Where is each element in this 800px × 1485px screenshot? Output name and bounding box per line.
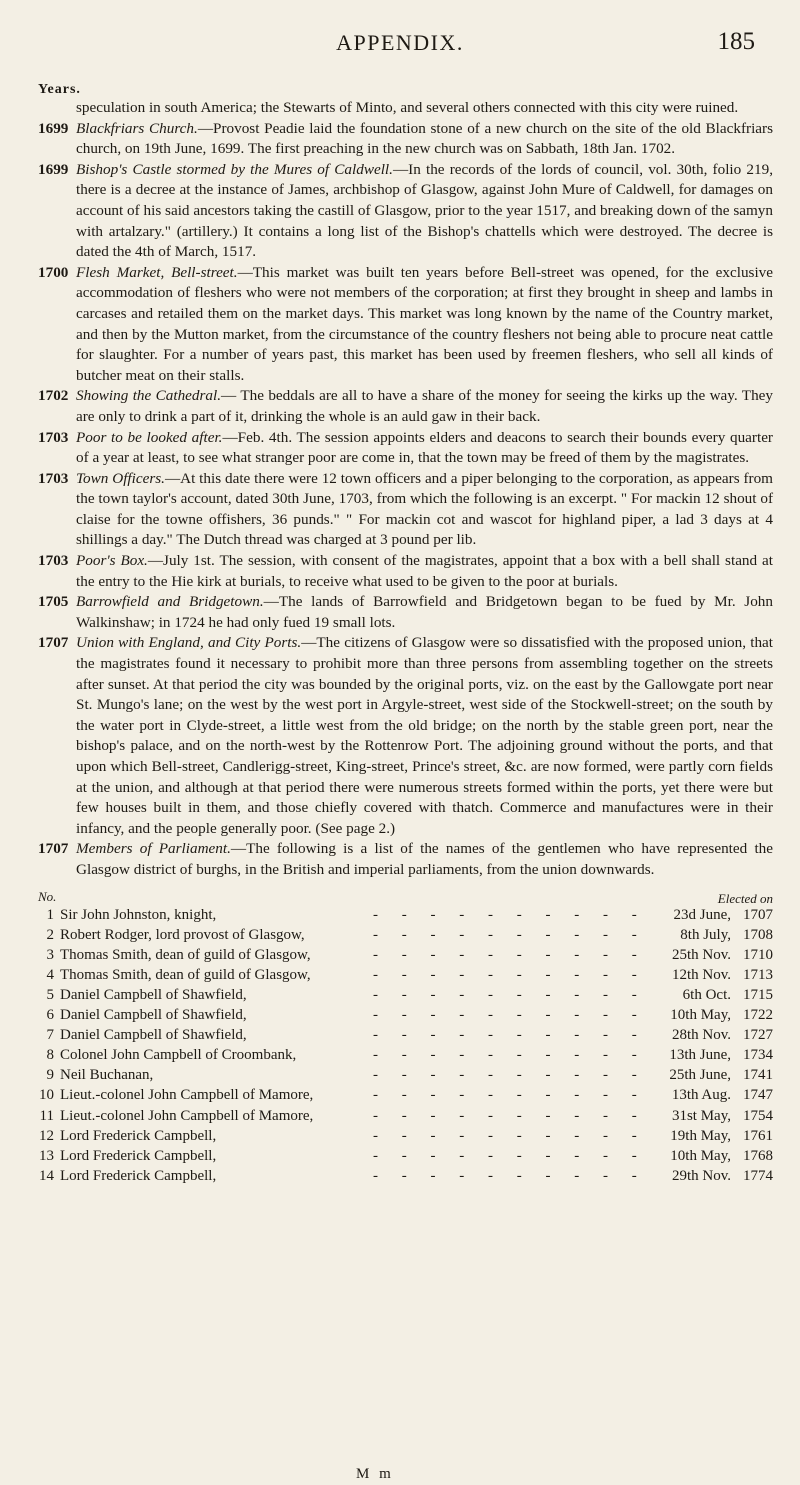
entry-text: —The citizens of Glasgow were so dissatisfied with the proposed union, that the magistrates found it necessary to prohibit more than three persons from assembling together on the streets after sunset. At that period the city was bounded by the original ports, viz. on the east by the Gallowgate port near St. Mungo's lane; on the west by the west port in Argyle-street, west side of the Stockwell-street; on the south by the water port in Clyde-street, a little west from the old bridge; on the north by the stable green port, near the bishop's palace, and on the north-west by the Rottenrow Port. The adjoining ground without the ports, and that upon which Bell-street, Candlerigg-street, King-street, Prince's street, &c. are now formed, were partly corn fields at the union, and although at that period there were numerous streets formed within the ports, yet there were but few houses built in them, and those chiefly covered with thatch. Commerce and manufactures were in their infancy, and the people generally poor. (See page 2.) <box>76 634 773 837</box>
member-name: Daniel Campbell of Shawfield, <box>60 1007 247 1024</box>
election-year: 1734 <box>743 1047 773 1064</box>
election-year: 1707 <box>743 906 773 923</box>
dot-leader: - - - - - - - - - - <box>373 1067 647 1084</box>
entry-title: Bishop's Castle stormed by the Mures of Caldwell. <box>76 160 393 178</box>
member-number: 14 <box>39 1167 54 1184</box>
member-name: Lord Frederick Campbell, <box>60 1167 217 1184</box>
member-number: 8 <box>46 1047 54 1064</box>
member-row <box>38 1045 773 1065</box>
chronology-entry <box>38 592 773 633</box>
dot-leader: - - - - - - - - - - <box>373 1147 647 1164</box>
entry-text: —The lands of Barrowfield and Bridgetown began to be fued by Mr. John Walkinshaw; in 1724 he had only fued 19 small lots. <box>76 593 773 631</box>
member-number: 10 <box>39 1087 54 1104</box>
entry-title: Town Officers. <box>76 469 165 487</box>
election-year: 1710 <box>743 946 773 963</box>
member-name: Daniel Campbell of Shawfield, <box>60 986 247 1003</box>
member-name: Sir John Johnston, knight, <box>60 906 217 923</box>
election-year: 1713 <box>743 966 773 983</box>
member-row <box>38 1106 773 1126</box>
entries-list <box>38 98 773 881</box>
member-number: 12 <box>39 1127 54 1144</box>
entry-text: —July 1st. The session, with consent of the magistrates, appoint that a box with a bell shall stand at the entry to the Hie kirk at burials, to receive what used to be given to the poor at burials. <box>76 552 773 590</box>
member-number: 3 <box>46 946 54 963</box>
member-row <box>38 965 773 985</box>
election-date: 12th Nov. <box>671 966 731 983</box>
chronology-entry <box>38 119 773 160</box>
member-row <box>38 1005 773 1025</box>
dot-leader: - - - - - - - - - - <box>373 946 647 963</box>
election-date: 8th July, <box>680 926 731 943</box>
member-rows <box>38 905 773 1186</box>
chronology-entry <box>38 551 773 592</box>
election-date: 29th Nov. <box>671 1167 731 1184</box>
chronology-entry <box>38 263 773 387</box>
member-row <box>38 905 773 925</box>
dot-leader: - - - - - - - - - - <box>373 1007 647 1024</box>
entry-year: 1707 <box>38 840 69 858</box>
entry-title: Poor to be looked after. <box>76 428 223 446</box>
page-number: 185 <box>717 28 755 55</box>
election-date: 19th May, <box>670 1127 731 1144</box>
entry-text: —In the records of the lords of council, vol. 30th, folio 219, there is a decree at the instance of James, archbishop of Glasgow, against John Mure of Caldwell, for damages on account of his said ancestors taking the castill of Glasgow, prior to the year 1517, and breaking down of the samyn with artalzary." (artillery.) It contains a long list of the Bishop's chattells which were destroyed. The decree is dated the 4th of March, 1517. <box>76 160 774 261</box>
years-column-label: Years. <box>38 82 81 97</box>
entry-year: 1703 <box>38 552 69 570</box>
members-of-parliament-list <box>38 883 773 1186</box>
election-year: 1715 <box>743 986 773 1003</box>
member-number: 2 <box>46 926 54 943</box>
chronology-entry <box>38 386 773 427</box>
member-number: 7 <box>46 1027 54 1044</box>
dot-leader: - - - - - - - - - - <box>373 1047 647 1064</box>
member-row <box>38 1146 773 1166</box>
member-name: Neil Buchanan, <box>60 1067 154 1084</box>
member-number: 1 <box>46 906 54 923</box>
dot-leader: - - - - - - - - - - <box>373 966 647 983</box>
entry-text: — The beddals are all to have a share of the money for seeing the kirks up the way. They are only to drink a part of it, drinking the whole is an auld gaw in their back. <box>76 387 774 425</box>
dot-leader: - - - - - - - - - - <box>373 1127 647 1144</box>
election-year: 1761 <box>743 1127 773 1144</box>
chronology-entry <box>38 428 773 469</box>
member-number: 5 <box>46 986 54 1003</box>
member-name: Robert Rodger, lord provost of Glasgow, <box>60 926 305 943</box>
member-row <box>38 1126 773 1146</box>
election-date: 28th Nov. <box>671 1027 731 1044</box>
entry-text: —At this date there were 12 town officers and a piper belonging to the corporation, as appears from the town taylor's account, dated 30th June, 1703, from which the following is an excerpt. " For mackin 12 shout of claise for the towne offishers, 36 punds." " For mackin cot and wascot for highland piper, a lad 3 days at 4 shillings a day." The Dutch thread was charged at 3 pound per lib. <box>76 469 773 549</box>
member-number: 13 <box>39 1147 54 1164</box>
member-row <box>38 1065 773 1085</box>
members-list-header <box>38 883 773 905</box>
election-year: 1747 <box>743 1087 773 1104</box>
member-row <box>38 1166 773 1186</box>
election-date: 25th June, <box>669 1067 731 1084</box>
member-name: Thomas Smith, dean of guild of Glasgow, <box>60 966 311 983</box>
member-row <box>38 1025 773 1045</box>
election-year: 1727 <box>743 1027 773 1044</box>
member-number: 4 <box>46 966 54 983</box>
entry-year: 1699 <box>38 119 69 137</box>
chronology-entry <box>38 839 773 880</box>
election-date: 23d June, <box>673 906 731 923</box>
entry-title: Barrowfield and Bridgetown. <box>76 593 264 611</box>
member-row <box>38 1085 773 1105</box>
member-number: 9 <box>46 1067 54 1084</box>
entry-year: 1707 <box>38 634 69 652</box>
member-number: 11 <box>39 1107 54 1124</box>
election-year: 1774 <box>743 1167 773 1184</box>
entry-year: 1702 <box>38 387 69 405</box>
chronology-entry <box>38 633 773 839</box>
member-row <box>38 945 773 965</box>
entry-text: —The following is a list of the names of the gentlemen who have represented the Glasgow district of burghs, in the British and imperial parliaments, from the union downwards. <box>76 840 773 878</box>
member-row <box>38 985 773 1005</box>
election-year: 1754 <box>743 1107 773 1124</box>
election-date: 13th June, <box>669 1047 731 1064</box>
dot-leader: - - - - - - - - - - <box>373 1107 647 1124</box>
member-row <box>38 925 773 945</box>
entry-title: Members of Parliament. <box>76 840 231 858</box>
entry-title: Union with England, and City Ports. <box>76 634 302 652</box>
dot-leader: - - - - - - - - - - <box>373 1167 647 1184</box>
page-header <box>0 30 800 70</box>
member-name: Lord Frederick Campbell, <box>60 1147 217 1164</box>
election-year: 1741 <box>743 1067 773 1084</box>
member-name: Daniel Campbell of Shawfield, <box>60 1027 247 1044</box>
entry-text: —This market was built ten years before Bell-street was opened, for the exclusive accommodation of fleshers who were not members of the corporation; at first they brought in sheep and lambs in carcases and retailed them on the market days. This market was long known by the name of the Country market, and then by the Mutton market, from the circumstance of the country fleshers not being able to procure neat cattle for slaughter. For a number of years past, this market has been used by freemen fleshers, who sell all kinds of butcher meat on their stalls. <box>76 263 773 384</box>
election-date: 10th May, <box>670 1147 731 1164</box>
dot-leader: - - - - - - - - - - <box>373 1087 647 1104</box>
member-name: Lord Frederick Campbell, <box>60 1127 217 1144</box>
entry-year: 1705 <box>38 593 69 611</box>
chronology-entry <box>38 469 773 551</box>
signature-mark: M m <box>356 1466 394 1482</box>
dot-leader: - - - - - - - - - - <box>373 1027 647 1044</box>
chronology-entry <box>38 98 773 119</box>
member-name: Lieut.-colonel John Campbell of Mamore, <box>60 1107 314 1124</box>
entry-text: —Feb. 4th. The session appoints elders and deacons to search their bounds every quarter of a year at least, to see what stranger poor are come in, that the town may be freed of them by the magistrates. <box>76 428 773 467</box>
entry-year: 1703 <box>38 428 69 446</box>
dot-leader: - - - - - - - - - - <box>373 986 647 1003</box>
election-year: 1768 <box>743 1147 773 1164</box>
dot-leader: - - - - - - - - - - <box>373 906 647 923</box>
member-name: Thomas Smith, dean of guild of Glasgow, <box>60 946 311 963</box>
entry-year: 1699 <box>38 160 69 178</box>
member-number: 6 <box>46 1007 54 1024</box>
member-name: Colonel John Campbell of Croombank, <box>60 1047 297 1064</box>
election-date: 6th Oct. <box>682 986 731 1003</box>
entry-year: 1703 <box>38 469 69 487</box>
election-year: 1722 <box>743 1007 773 1024</box>
election-date: 25th Nov. <box>671 946 731 963</box>
running-title: APPENDIX. <box>336 30 464 55</box>
entry-text: speculation in south America; the Stewarts of Minto, and several others connected with this city were ruined. <box>76 99 739 116</box>
election-date: 13th Aug. <box>671 1087 731 1104</box>
entry-title: Poor's Box. <box>76 552 148 570</box>
elected-on-column-label: Elected on <box>717 890 773 906</box>
entry-text: —Provost Peadie laid the foundation stone of a new church on the site of the old Blackfriars church, on 19th June, 1699. The first preaching in the new church was on Sabbath, 18th Jan. 1702. <box>76 119 773 158</box>
election-date: 10th May, <box>670 1007 731 1024</box>
election-date: 31st May, <box>671 1107 731 1124</box>
entry-title: Flesh Market, Bell-street. <box>76 263 238 281</box>
entry-year: 1700 <box>38 263 69 281</box>
number-column-label: No. <box>38 888 57 904</box>
dot-leader: - - - - - - - - - - <box>373 926 647 943</box>
member-name: Lieut.-colonel John Campbell of Mamore, <box>60 1087 314 1104</box>
chronology-entries <box>38 98 773 1186</box>
entry-title: Showing the Cathedral. <box>76 387 222 405</box>
entry-title: Blackfriars Church. <box>76 119 198 137</box>
chronology-entry <box>38 160 773 263</box>
election-year: 1708 <box>743 926 773 943</box>
